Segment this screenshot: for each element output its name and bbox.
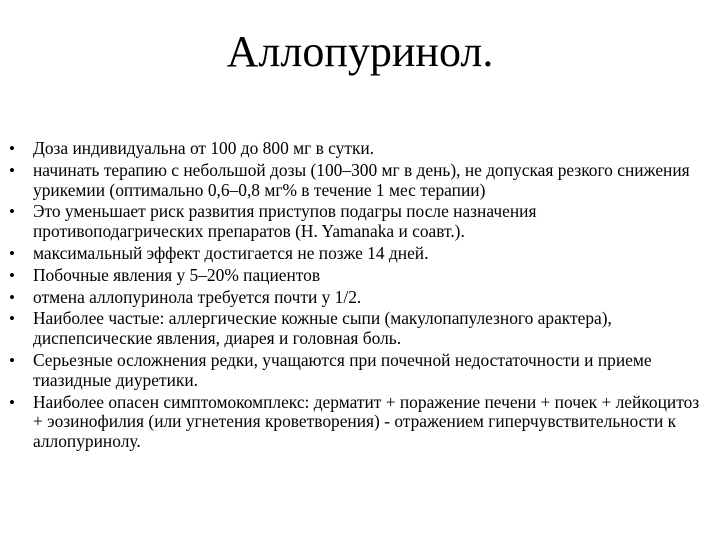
bullet-dot: • [9,392,15,412]
bullet-item [0,244,720,264]
bullet-list [0,139,720,454]
bullet-item [0,266,720,286]
bullet-text: максимальный эффект достигается не позже 14 дней. [33,242,429,263]
bullet-item [0,309,720,349]
bullet-dot: • [9,350,15,370]
bullet-dot: • [9,309,15,329]
bullet-text: Доза индивидуальна от 100 до 800 мг в сутки. [33,138,375,158]
bullet-text: Серьезные осложнения редки, учащаются при почечной недостаточности и приеме тиазидные диуретики. [33,349,652,390]
bullet-text: Побочные явления у 5–20% пациентов [33,264,321,285]
bullet-item [0,393,720,452]
bullet-dot: • [9,243,15,263]
bullet-text: начинать терапию с небольшой дозы (100–300 мг в день), не допуская резкого снижения урикемии (оптимально 0,6–0,8 мг% в течение 1 мес терапии) [33,159,690,200]
bullet-item [0,288,720,308]
bullet-dot: • [9,139,15,158]
bullet-item [0,139,720,159]
bullet-text: отмена аллопуринола требуется почти у 1/2. [33,286,362,307]
bullet-text: Наиболее частые: аллергические кожные сыпи (макулопапулезного арактера), диспепсические явления, диарея и головная боль. [33,308,612,349]
slide-title: Аллопуринол. [226,27,494,76]
bullet-text: Наиболее опасен симптомокомплекс: дерматит + поражение печени + почек + лейкоцитоз + эозинофилия (или угнетения кроветворения) - отражением гиперчувствительности к аллопуринолу. [33,391,700,452]
bullet-item [0,161,720,201]
bullet-dot: • [9,287,15,307]
bullet-text: Это уменьшает риск развития приступов подагры после назначения противоподагрических препаратов (H. Yamanaka и соавт.). [33,201,537,242]
bullet-dot: • [9,160,15,180]
bullet-item [0,202,720,242]
bullet-dot: • [9,265,15,285]
bullet-dot: • [9,202,15,222]
bullet-item [0,351,720,391]
